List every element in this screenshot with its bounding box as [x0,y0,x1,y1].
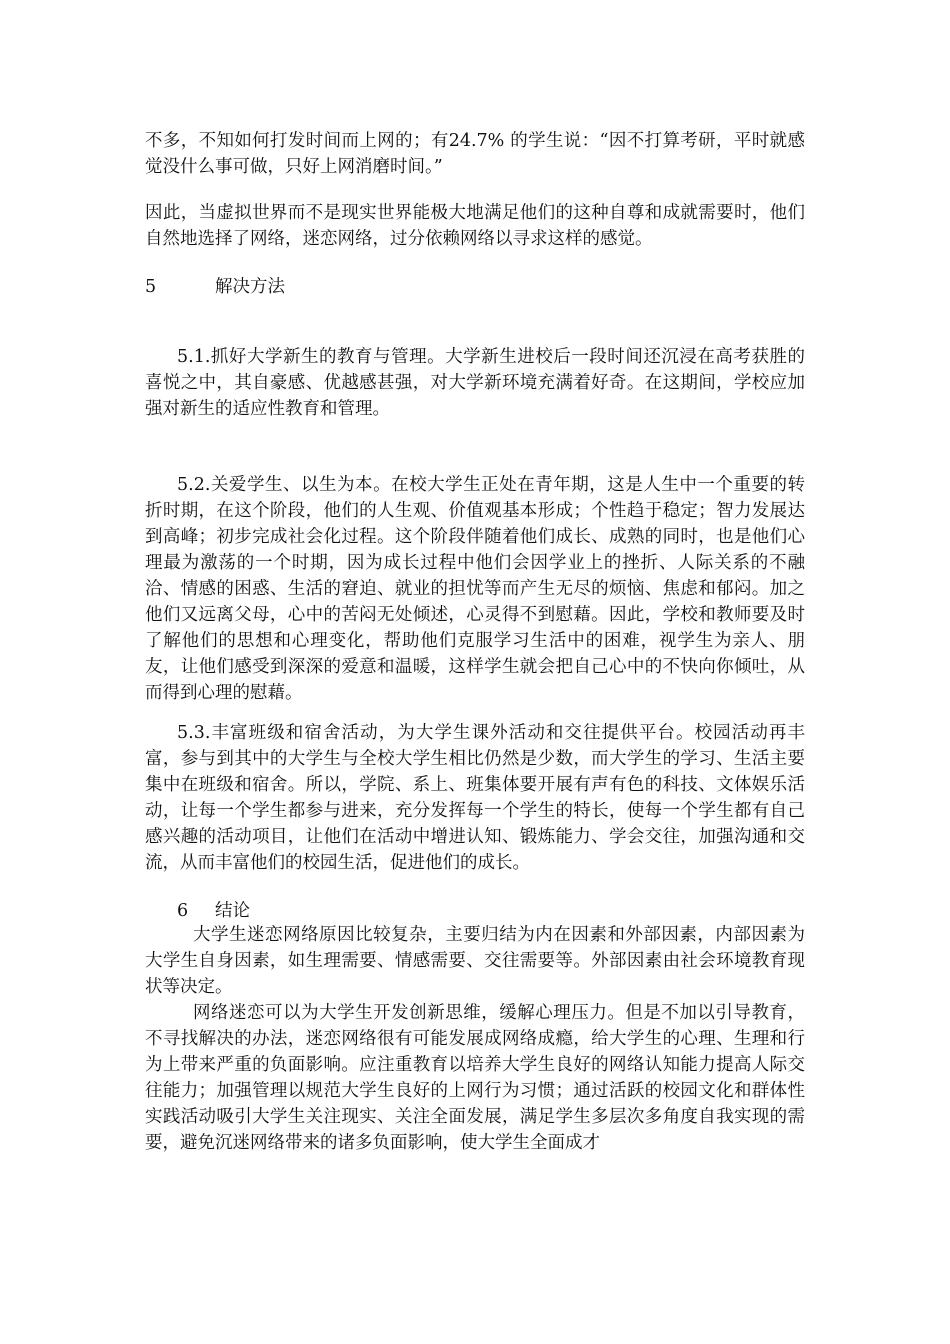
subsection-5-1: 5.1.抓好大学新生的教育与管理。大学新生进校后一段时间还沉浸在高考获胜的喜悦之中，其自豪感、优越感甚强，对大学新环境充满着好奇。在这期间，学校应加强对新生的适应性教育和管理。 [145,347,805,419]
conclusion-paragraph-1: 大学生迷恋网络原因比较复杂，主要归结为内在因素和外部因素，内部因素为大学生自身因素，如生理需要、情感需要、交往需要等。外部因素由社会环境教育现状等决定。 [145,925,805,997]
section-number: 6 [177,901,189,921]
section-title: 结论 [215,901,250,921]
conclusion-paragraph-2: 网络迷恋可以为大学生开发创新思维，缓解心理压力。但是不加以引导教育，不寻找解决的办法，迷恋网络很有可能发展成网络成瘾，给大学生的心理、生理和行为上带来严重的负面影响。应注重教育以培养大学生良好的网络认知能力提高人际交往能力；加强管理以规范大学生良好的上网行为习惯；通过活跃的校园文化和群体性实践活动吸引大学生关注现实、关注全面发展，满足学生多层次多角度自我实现的需要，避免沉迷网络带来的诸多负面影响，使大学生全面成才 [145,1003,805,1153]
paragraph-conclusion-of-causes: 因此，当虚拟世界而不是现实世界能极大地满足他们的这种自尊和成就需要时，他们自然地选择了网络，迷恋网络，过分依赖网络以寻求这样的感觉。 [145,203,805,249]
section-title: 解决方法 [215,277,285,297]
subsection-5-2: 5.2.关爱学生、以生为本。在校大学生正处在青年期，这是人生中一个重要的转折时期，在这个阶段，他们的人生观、价值观基本形成；个性趋于稳定；智力发展达到高峰；初步完成社会化过程。这个阶段伴随着他们成长、成熟的同时，也是他们心理最为激荡的一个时期，因为成长过程中他们会因学业上的挫折、人际关系的不融洽、情感的困惑、生活的窘迫、就业的担忧等而产生无尽的烦恼、焦虑和郁闷。加之他们又远离父母，心中的苦闷无处倾述，心灵得不到慰藉。因此，学校和教师要及时了解他们的思想和心理变化，帮助他们克服学习生活中的困难，视学生为亲人、朋友，让他们感受到深深的爱意和温暖，这样学生就会把自己心中的不快向你倾吐，从而得到心理的慰藉。 [145,475,805,703]
section-heading-6 [177,898,250,924]
section-heading-5 [145,274,285,300]
paragraph-intro-continuation: 不多，不知如何打发时间而上网的；有24.7% 的学生说：“因不打算考研，平时就感觉没什么事可做，只好上网消磨时间。” [145,131,805,177]
section-number: 5 [145,277,157,297]
subsection-5-3: 5.3.丰富班级和宿舍活动，为大学生课外活动和交往提供平台。校园活动再丰富，参与到其中的大学生与全校大学生相比仍然是少数，而大学生的学习、生活主要集中在班级和宿舍。所以，学院、系上、班集体要开展有声有色的科技、文体娱乐活动，让每一个学生都参与进来，充分发挥每一个学生的特长，使每一个学生都有自己感兴趣的活动项目，让他们在活动中增进认知、锻炼能力、学会交往，加强沟通和交流，从而丰富他们的校园生活，促进他们的成长。 [145,723,805,873]
